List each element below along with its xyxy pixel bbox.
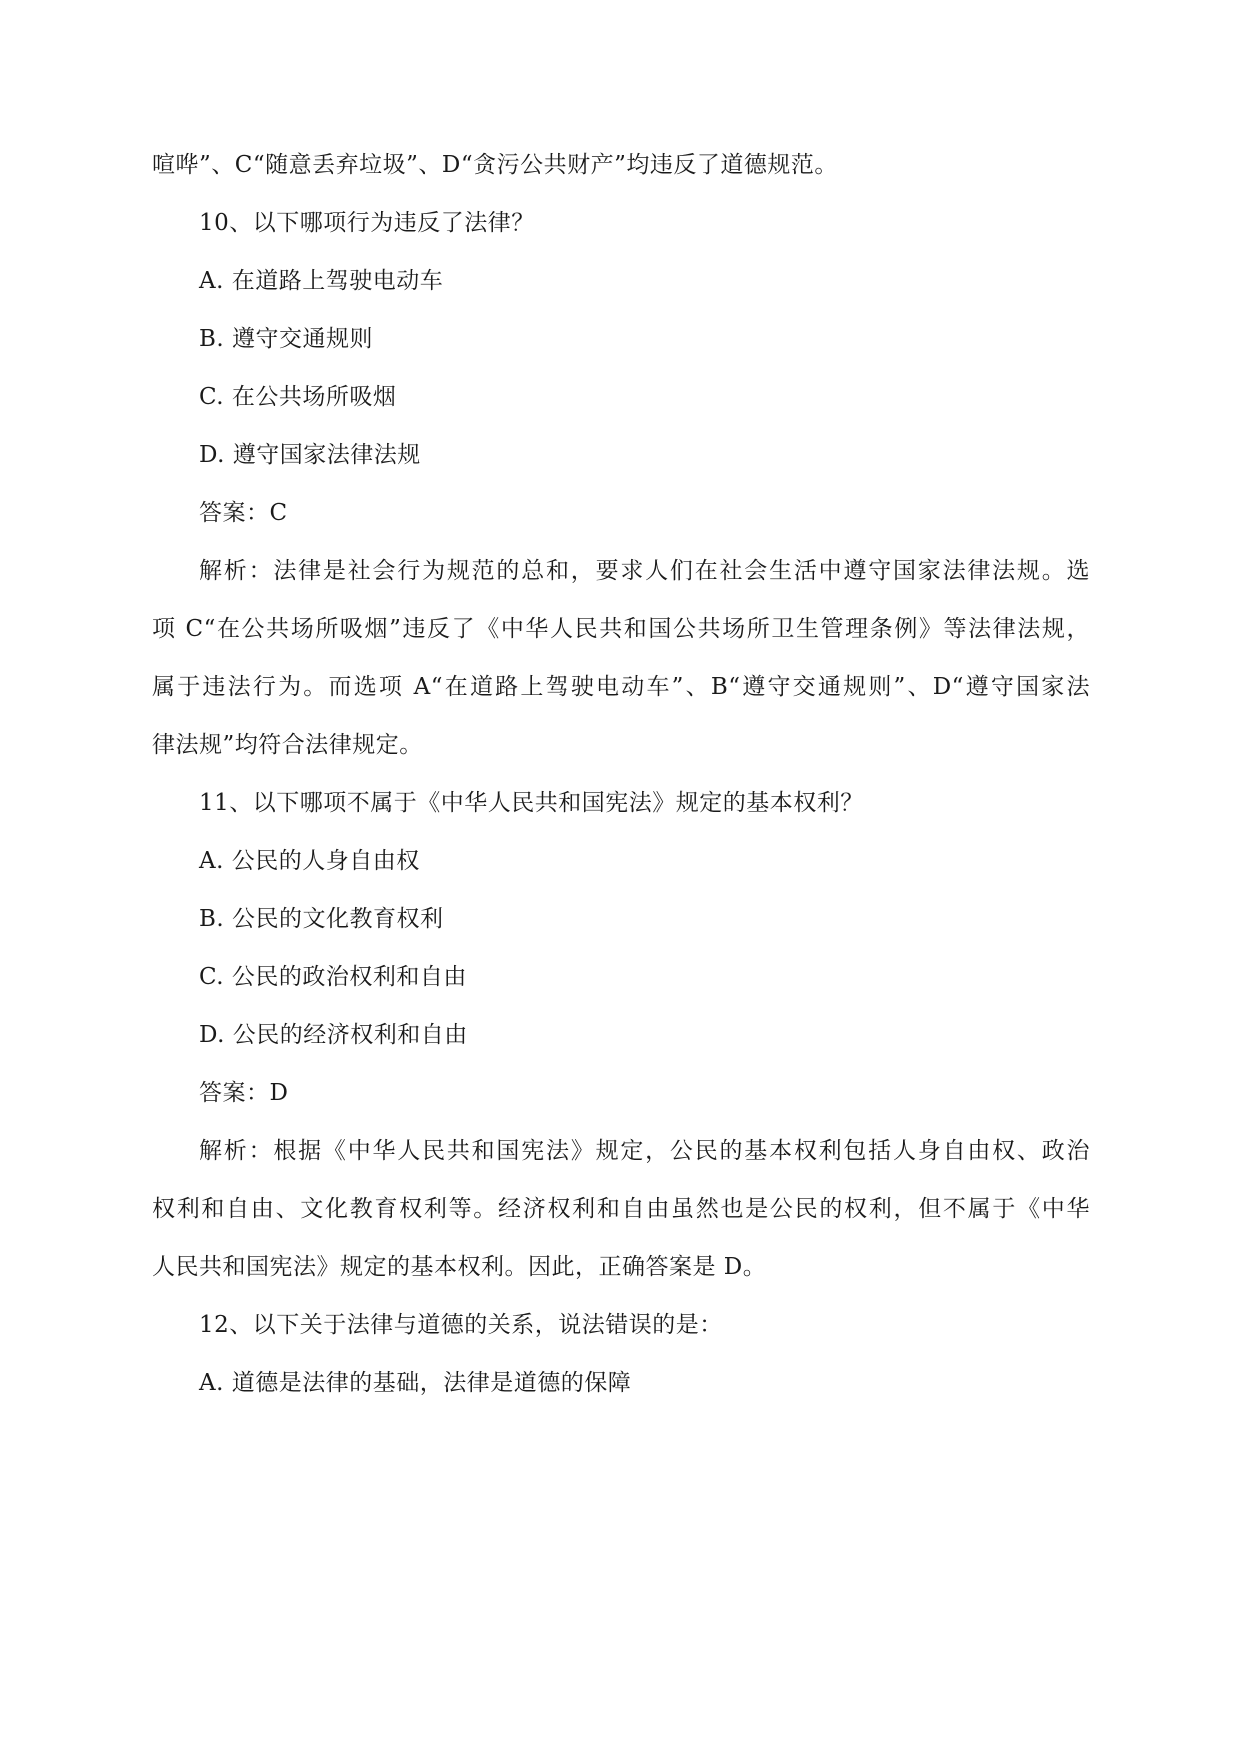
question-11-explanation-line-2: 权利和自由、文化教育权利等。经济权利和自由虽然也是公民的权利，但不属于《中华 [152,1196,1090,1222]
question-10-option-d: D. 遵守国家法律法规 [199,442,421,468]
question-10-explanation-line-4: 律法规”均符合法律规定。 [152,732,423,758]
question-11-explanation-line-1: 解析：根据《中华人民共和国宪法》规定，公民的基本权利包括人身自由权、政治 [199,1138,1090,1164]
question-11-option-c: C. 公民的政治权利和自由 [199,964,467,990]
question-11-explanation-line-3: 人民共和国宪法》规定的基本权利。因此，正确答案是 D。 [152,1254,767,1280]
question-11-option-d: D. 公民的经济权利和自由 [199,1022,468,1048]
question-10-explanation-line-1: 解析：法律是社会行为规范的总和，要求人们在社会生活中遵守国家法律法规。选 [199,558,1090,584]
question-11-title: 11、以下哪项不属于《中华人民共和国宪法》规定的基本权利？ [199,790,864,816]
question-11-option-b: B. 公民的文化教育权利 [199,906,444,932]
question-12-option-a: A. 道德是法律的基础，法律是道德的保障 [199,1370,632,1396]
paragraph-continuation-line: 喧哗”、C“随意丢弃垃圾”、D“贪污公共财产”均违反了道德规范。 [152,152,838,178]
question-11-option-a: A. 公民的人身自由权 [199,848,420,874]
question-10-explanation-line-3: 属于违法行为。而选项 A“在道路上驾驶电动车”、B“遵守交通规则”、D“遵守国家法 [152,674,1090,700]
question-10-option-b: B. 遵守交通规则 [199,326,374,352]
question-11-answer: 答案：D [199,1080,289,1106]
question-10-title: 10、以下哪项行为违反了法律？ [199,210,535,236]
question-10-option-c: C. 在公共场所吸烟 [199,384,397,410]
question-12-title: 12、以下关于法律与道德的关系，说法错误的是： [199,1312,723,1338]
question-10-explanation-line-2: 项 C“在公共场所吸烟”违反了《中华人民共和国公共场所卫生管理条例》等法律法规， [152,616,1090,642]
question-10-answer: 答案：C [199,500,288,526]
question-10-option-a: A. 在道路上驾驶电动车 [199,268,444,294]
